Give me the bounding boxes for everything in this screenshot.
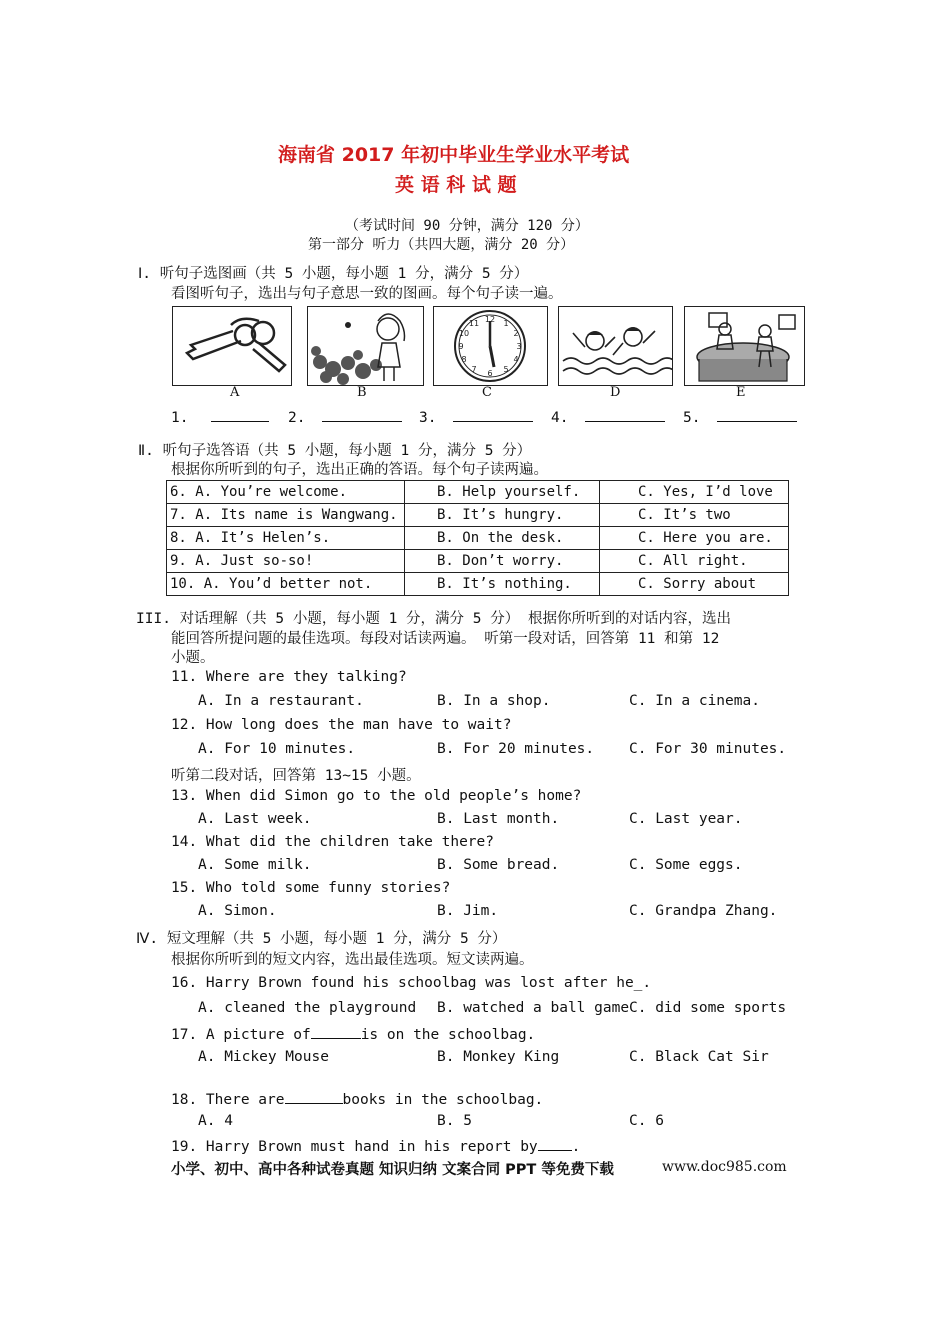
svg-text:9: 9 (458, 342, 464, 351)
picture-e-label: E (736, 385, 746, 400)
exam-title: 海南省 2017 年初中毕业生学业水平考试 (278, 144, 630, 166)
question-12-option-b[interactable]: B. For 20 minutes. (437, 741, 595, 757)
picture-b (307, 306, 424, 386)
blank-5[interactable] (683, 407, 797, 426)
question-17-blank[interactable] (311, 1024, 361, 1039)
picture-a (172, 306, 292, 386)
svg-text:10: 10 (458, 329, 470, 338)
table-row (167, 573, 789, 596)
table-cell: C. Here you are. (600, 527, 789, 550)
section1-instruction: 看图听句子，选出与句子意思一致的图画。每个句子读一遍。 (171, 286, 563, 302)
section4-instruction: 根据你所听到的短文内容，选出最佳选项。短文读两遍。 (171, 952, 534, 968)
table-cell: C. Yes, I’d love (600, 481, 789, 504)
dining-table-icon (685, 307, 804, 385)
table-cell: B. It’s nothing. (405, 573, 600, 596)
section4-heading: Ⅳ. 短文理解（共 5 小题，每小题 1 分，满分 5 分） (136, 931, 507, 947)
table-row (167, 550, 789, 573)
picture-b-label: B (357, 385, 367, 400)
part-one-heading: 第一部分 听力（共四大题，满分 20 分） (308, 237, 575, 253)
question-12-option-c[interactable]: C. For 30 minutes. (629, 741, 787, 757)
table-cell: B. Don’t worry. (405, 550, 600, 573)
table-row (167, 504, 789, 527)
question-16: 16. Harry Brown found his schoolbag was lost after he_. (171, 975, 652, 991)
question-18-blank[interactable] (285, 1089, 343, 1104)
blank-4-number: 4. (551, 410, 569, 426)
svg-text:2: 2 (513, 329, 519, 338)
table-cell: 10. A. You’d better not. (167, 573, 405, 596)
table-cell: B. On the desk. (405, 527, 600, 550)
section3-heading-line3: 小题。 (171, 650, 215, 666)
section1-heading: Ⅰ. 听句子选图画（共 5 小题，每小题 1 分，满分 5 分） (138, 266, 529, 282)
table-cell: B. Help yourself. (405, 481, 600, 504)
footer-text: 小学、初中、高中各种试卷真题 知识归纳 文案合同 PPT 等免费下载 (171, 1162, 614, 1178)
question-18-option-a[interactable]: A. 4 (198, 1113, 233, 1129)
section2-instruction: 根据你所听到的句子，选出正确的答语。每个句子读两遍。 (171, 462, 548, 478)
svg-text:5: 5 (503, 365, 509, 374)
question-12: 12. How long does the man have to wait? (171, 717, 512, 733)
dialogue2-instruction: 听第二段对话，回答第 13~15 小题。 (171, 768, 421, 784)
question-11-option-a[interactable]: A. In a restaurant. (198, 693, 364, 709)
question-18-option-b[interactable]: B. 5 (437, 1113, 472, 1129)
blank-3[interactable] (419, 407, 533, 426)
question-18-option-c[interactable]: C. 6 (629, 1113, 664, 1129)
question-18-text-end: books in the schoolbag. (342, 1092, 544, 1108)
question-14-option-a[interactable]: A. Some milk. (198, 857, 312, 873)
blank-5-number: 5. (683, 410, 701, 426)
keys-icon (173, 307, 291, 385)
table-cell: C. All right. (600, 550, 789, 573)
table-cell: 6. A. You’re welcome. (167, 481, 405, 504)
question-15-option-c[interactable]: C. Grandpa Zhang. (629, 903, 778, 919)
exam-subtitle: 英 语 科 试 题 (395, 174, 517, 196)
blank-2-line (322, 407, 402, 422)
svg-text:11: 11 (468, 319, 480, 328)
answer-table (166, 480, 789, 596)
blank-1-number: 1. (171, 410, 189, 426)
question-11: 11. Where are they talking? (171, 669, 407, 685)
table-cell: C. It’s two (600, 504, 789, 527)
svg-text:6: 6 (487, 369, 493, 378)
footer-link[interactable]: www.doc985.com (662, 1159, 787, 1175)
section3-heading-line2: 能回答所提问题的最佳选项。每段对话读两遍。 听第一段对话，回答第 11 和第 12 (171, 631, 720, 647)
blank-1[interactable] (171, 407, 269, 426)
svg-text:1: 1 (503, 319, 509, 328)
question-16-option-a[interactable]: A. cleaned the playground (198, 1000, 417, 1016)
picture-d (558, 306, 673, 386)
question-16-option-c[interactable]: C. did some sports (629, 1000, 787, 1016)
question-19-text-end: . (571, 1139, 581, 1155)
table-cell: C. Sorry about (600, 573, 789, 596)
question-12-option-a[interactable]: A. For 10 minutes. (198, 741, 356, 757)
question-14-option-c[interactable]: C. Some eggs. (629, 857, 743, 873)
section3-heading-line1: III. 对话理解（共 5 小题，每小题 1 分，满分 5 分） 根据你所听到的对话内容，选出 (136, 611, 731, 627)
question-13-option-c[interactable]: C. Last year. (629, 811, 743, 827)
table-cell: B. It’s hungry. (405, 504, 600, 527)
question-14: 14. What did the children take there? (171, 834, 495, 850)
blank-3-line (453, 407, 533, 422)
question-15: 15. Who told some funny stories? (171, 880, 451, 896)
exam-info: （考试时间 90 分钟，满分 120 分） (345, 218, 589, 234)
svg-text:3: 3 (516, 342, 522, 351)
picture-c-label: C (482, 385, 492, 400)
picture-e (684, 306, 805, 386)
blank-5-line (717, 407, 797, 422)
question-17-option-c[interactable]: C. Black Cat Sir (629, 1049, 769, 1065)
blank-2-number: 2. (288, 410, 306, 426)
question-17 (171, 1024, 535, 1043)
swimming-icon (559, 307, 672, 385)
table-cell: 7. A. Its name is Wangwang. (167, 504, 405, 527)
question-14-option-b[interactable]: B. Some bread. (437, 857, 560, 873)
blank-2[interactable] (288, 407, 402, 426)
question-11-option-b[interactable]: B. In a shop. (437, 693, 551, 709)
table-row (167, 527, 789, 550)
svg-text:4: 4 (513, 355, 519, 364)
question-17-option-b[interactable]: B. Monkey King (437, 1049, 560, 1065)
blank-4[interactable] (551, 407, 665, 426)
question-13: 13. When did Simon go to the old people’s home? (171, 788, 582, 804)
question-16-option-b[interactable]: B. watched a ball game (437, 1000, 630, 1016)
question-13-option-b[interactable]: B. Last month. (437, 811, 560, 827)
section2-heading: Ⅱ. 听句子选答语（共 5 小题，每小题 1 分，满分 5 分） (138, 443, 532, 459)
table-row (167, 481, 789, 504)
picture-c (433, 306, 548, 386)
svg-text:7: 7 (471, 365, 477, 374)
table-cell: 9. A. Just so-so! (167, 550, 405, 573)
question-13-option-a[interactable]: A. Last week. (198, 811, 312, 827)
clock-icon (434, 307, 547, 385)
question-15-option-a[interactable]: A. Simon. (198, 903, 277, 919)
svg-text:8: 8 (461, 355, 467, 364)
question-17-option-a[interactable]: A. Mickey Mouse (198, 1049, 329, 1065)
blank-3-number: 3. (419, 410, 437, 426)
girl-flowers-icon (308, 307, 423, 385)
picture-a-label: A (230, 385, 240, 400)
question-19 (171, 1136, 580, 1155)
blank-1-line (211, 407, 269, 422)
question-15-option-b[interactable]: B. Jim. (437, 903, 499, 919)
question-18 (171, 1089, 543, 1108)
question-17-text-start: 17. A picture of (171, 1027, 311, 1043)
picture-d-label: D (610, 385, 621, 400)
question-19-blank[interactable] (538, 1136, 572, 1151)
question-19-text-start: 19. Harry Brown must hand in his report by (171, 1139, 538, 1155)
svg-text:12: 12 (484, 315, 496, 324)
table-cell: 8. A. It’s Helen’s. (167, 527, 405, 550)
blank-4-line (585, 407, 665, 422)
question-18-text-start: 18. There are (171, 1092, 285, 1108)
question-17-text-end: is on the schoolbag. (360, 1027, 536, 1043)
question-11-option-c[interactable]: C. In a cinema. (629, 693, 760, 709)
